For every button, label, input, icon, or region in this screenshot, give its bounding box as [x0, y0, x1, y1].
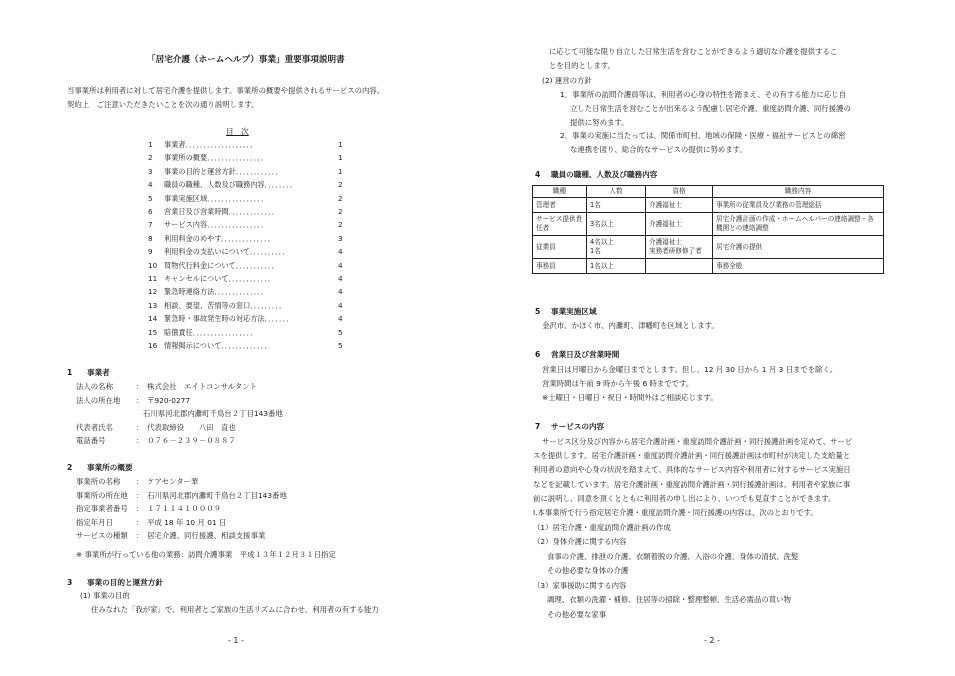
service-item-1: （1）居宅介護・重度訪問介護計画の作成 [533, 523, 671, 532]
section-7-para-1: サービス区分及び内容から居宅介護計画・重度訪問介護計画・同行援護計画を定めて、サービ [542, 437, 853, 446]
toc-item-page: 4 [338, 300, 343, 310]
toc-item-page: 3 [338, 233, 343, 243]
toc-item-label: 情報掲示について．．．．．．．．．．．．． [164, 341, 272, 350]
toc-item [148, 260, 343, 271]
field-value: ： 代表取締役 八田 直也 [136, 422, 236, 432]
header-duties: 職務内容 [713, 186, 884, 198]
field-value: ： １７１１４１０００９ [136, 504, 221, 514]
purpose-continued-2: とを目的とします。 [549, 61, 615, 70]
staff-table [532, 185, 884, 274]
toc-item-label: 事業所の概要．．．．．．．．．．．．．．．． [164, 153, 269, 163]
toc-item-number: 8 [148, 233, 153, 243]
toc-item-page: 4 [338, 314, 343, 324]
toc-item-number: 7 [148, 220, 153, 230]
section-3-text-1: 住みなれた「我が家」で、利用者とご家族の生活リズムに合わせ、利用者の有する能力 [91, 605, 379, 614]
section-2-note: ※ 事業所が行っている他の業務：訪問介護事業 平成１３年１２月３１日指定 [76, 550, 336, 559]
service-item-3-detail-b: その他必要な家事 [547, 610, 607, 619]
section-6-heading: 営業日及び営業時間 [551, 350, 620, 359]
purpose-continued-1: に応じて可能な限り自立した日常生活を営むことができるよう適切な介護を提供するこ [549, 47, 838, 56]
toc-item-number: 4 [148, 180, 153, 190]
section-1-heading: 事業者 [87, 368, 110, 377]
toc-item-number: 6 [148, 207, 153, 216]
field-value: 石川県河北郡内灘町千鳥台２丁目143番地 [143, 409, 283, 419]
toc-item-label: 利用料金のめやす．．．．．．．．．．．．．． [164, 233, 275, 243]
section-3-sub-2: (2) 運営の方針 [542, 76, 592, 85]
policy-1-line-a: 1．事業所の訪問介護員等は、利用者の心身の特性を踏まえ、その有する能力に応じ自 [560, 90, 846, 99]
header-count: 人数 [587, 186, 646, 198]
section-7-heading: サービスの内容 [551, 422, 605, 431]
section-3-number: 3 [67, 578, 73, 587]
toc-item-label: 事業者．．．．．．．．．．．．．．．．．．． [164, 140, 258, 149]
toc-item-number: 12 [148, 287, 158, 297]
cell-duties: 居宅介護計画の作成・ホームヘルパーの連絡調整・各機関との連絡調整 [713, 213, 884, 236]
service-item-2: （2）身体介護に関する内容 [533, 537, 627, 546]
field-label: 事業所の所在地 [76, 490, 128, 500]
table-row [533, 213, 884, 236]
section-2-number: 2 [67, 463, 73, 472]
service-item-2-detail-a: 食事の介護、排泄の介護、衣類着脱の介護、入浴の介護、身体の清拭、洗髪 [547, 552, 799, 561]
table-row [533, 236, 884, 259]
toc-item [148, 220, 343, 230]
field-value: ： ０７６－２３９－０８８７ [136, 436, 236, 446]
staff-table-header [533, 186, 884, 198]
section-6-number: 6 [535, 350, 541, 359]
cell-role: 管理者 [533, 198, 587, 213]
table-row [533, 259, 884, 274]
policy-2-line-a: 2．事業の実施に当たっては、関係市町村、地域の保険・医療・福祉サービスとの綿密 [560, 131, 846, 140]
toc-item-label: 買物代行料金について．．．．．．．．．．． [164, 260, 279, 270]
toc-item-label: 職員の職種、人数及び職務内容．．．．．．．． [164, 180, 297, 190]
toc-item-number: 11 [148, 274, 158, 283]
field-value: ： 石川県河北郡内灘町千鳥台２丁目143番地 [136, 490, 287, 500]
field-value: ： ケアセンター華 [136, 477, 199, 486]
intro-line-2: 契約上 ご注意いただきたいことを次の通り説明します。 [67, 100, 259, 109]
toc-item [148, 341, 343, 351]
table-row [533, 198, 884, 213]
toc-item-page: 4 [338, 274, 343, 283]
field-label: 法人の所在地 [76, 395, 121, 405]
cell-count: 4名以上 1名 [587, 236, 646, 259]
policy-2-line-b: な連携を図り、総合的なサービスの提供に努めます。 [570, 145, 747, 154]
toc-item [148, 300, 343, 311]
field-value: ： 〒920-0277 [136, 395, 191, 405]
cell-duties: 居宅介護の提供 [713, 236, 884, 259]
section-3-sub-1: (1) 事業の目的 [80, 591, 130, 600]
header-qualification: 資格 [646, 186, 713, 198]
toc-item-number: 9 [148, 247, 153, 257]
section-6-text-3: ※土曜日・日曜日・祝日・時間外はご相談応じます。 [542, 393, 718, 402]
toc-item-label: 利用料金の支払いについて．．．．．．．．．． [164, 247, 290, 257]
section-7-para-4: などを記載しています。居宅介護計画・重度訪問介護計画・同行援護計画は、利用者や家族に事 [533, 480, 851, 489]
cell-duties: 事務全般 [713, 259, 884, 274]
toc-item-label: 営業日及び営業時間．．．．．．．．．．．．． [164, 207, 279, 216]
page-number-1: - 1 - [228, 636, 244, 645]
toc-item-label: サービス内容．．．．．．．．．．．．．．．． [164, 220, 269, 230]
toc-item-label: 賠償責任．．．．．．．．．．．．．．．．． [164, 327, 258, 337]
cell-count: 3名以上 [587, 213, 646, 236]
toc-item-number: 5 [148, 193, 153, 203]
toc-item-number: 13 [148, 300, 158, 310]
section-7-para-2: スを提供します。居宅介護計画・重度訪問介護計画・同行援護計画は市町村が決定した支給量と [533, 451, 851, 460]
toc-item-page: 2 [338, 207, 343, 216]
section-7-para-5: 前に説明し、同意を頂くとともに利用者の申し出により、いつでも見直すことができます。 [533, 494, 836, 503]
section-2-heading: 事業所の概要 [87, 463, 133, 472]
toc-item-page: 1 [338, 166, 343, 176]
toc-item-page: 2 [338, 220, 343, 230]
toc-item-page: 2 [338, 193, 343, 203]
field-value: ： 居宅介護、同行援護、相談支援事業 [136, 531, 266, 541]
section-7-para-6: Ⅰ.本事業所で行う指定居宅介護・重度訪問介護・同行援護の内容は、次のとおりです。 [533, 508, 818, 517]
section-3-heading: 事業の目的と運営方針 [87, 578, 163, 587]
service-item-2-detail-b: その他必要な身体の介護 [547, 566, 629, 575]
cell-count: 1名 [587, 198, 646, 213]
cell-duties: 事業所の従業員及び業務の管理総括 [713, 198, 884, 213]
toc-item-number: 2 [148, 153, 153, 163]
cell-role: 従業員 [533, 236, 587, 259]
cell-qualification: 介護福祉士 実務者研修修了者 [646, 236, 713, 259]
section-1-number: 1 [67, 368, 73, 377]
toc-item-page: 2 [338, 180, 343, 190]
toc-item [148, 247, 343, 257]
cell-qualification [646, 259, 713, 274]
field-label: 代表者氏名 [76, 422, 113, 432]
field-label: 事業所の名称 [76, 477, 121, 486]
page-2 [485, 0, 955, 676]
section-5-heading: 事業実施区域 [551, 307, 597, 316]
cell-qualification: 介護福祉士 [646, 198, 713, 213]
cell-role: サービス提供責任者 [533, 213, 587, 236]
toc-item [148, 180, 343, 190]
toc-heading: 目 次 [226, 127, 249, 136]
toc-item-page: 4 [338, 247, 343, 257]
toc-item-label: キャンセルについて．．．．．．．．．．．． [164, 274, 276, 283]
toc-item [148, 193, 343, 204]
toc-item-page: 5 [338, 327, 343, 337]
toc-item-page: 5 [338, 341, 343, 350]
toc-item-page: 4 [338, 287, 343, 297]
toc-item-page: 4 [338, 260, 343, 270]
cell-qualification: 介護福祉士 [646, 213, 713, 236]
header-role: 職種 [533, 186, 587, 198]
field-label: サービスの種類 [76, 531, 128, 541]
toc-item-label: 事業の目的と運営方針．．．．．．．．．．．． [164, 166, 283, 176]
section-5-number: 5 [535, 307, 541, 316]
policy-1-line-b: 立した日常生活を営むことが出来るよう配慮し居宅介護、重度訪問介護、同行援護の [570, 104, 851, 113]
document-title: 「居宅介護（ホームヘルプ）事業」重要事項説明書 [147, 55, 345, 65]
section-4-heading: 職員の職種、人数及び職務内容 [551, 170, 658, 179]
field-value: ： 株式会社 エイトコンサルタント [136, 382, 257, 391]
toc-item-number: 1 [148, 140, 153, 149]
toc-item-number: 10 [148, 260, 158, 270]
cell-role: 事務員 [533, 259, 587, 274]
toc-item-label: 相談、要望、苦情等の窓口．．．．．．．．． [164, 300, 287, 310]
toc-item [148, 314, 343, 324]
toc-item [148, 207, 343, 217]
toc-item [148, 153, 343, 163]
toc-item-label: 事業実施区域．．．．．．．．．．．．．．．． [164, 193, 269, 203]
toc-item [148, 274, 343, 284]
service-item-3-detail-a: 調理、衣類の洗濯・補修、住居等の掃除・整理整頓、生活必需品の買い物 [547, 595, 791, 604]
toc-item [148, 140, 343, 150]
toc-item-label: 緊急時連絡方法．．．．．．．．．．．．．． [164, 287, 269, 297]
intro-line-1: 当事業所は利用者に対して居宅介護を提供します。事業所の概要や提供されるサービスの内容、 [67, 86, 385, 95]
section-7-para-3: 利用者の意向や心身の状況を踏まえて、具体的なサービス内容や利用者に対するサービス実施日 [533, 465, 851, 474]
cell-count: 1名以上 [587, 259, 646, 274]
field-value: ： 平成 18 年 10 月 01 日 [136, 517, 227, 527]
toc-item-number: 14 [148, 314, 158, 324]
toc-item-page: 1 [338, 153, 343, 163]
service-item-3: （3）家事援助に関する内容 [533, 581, 627, 590]
page-1 [0, 0, 470, 676]
field-label: 法人の名称 [76, 382, 113, 391]
policy-1-line-c: 提供に努めます。 [570, 118, 629, 127]
section-6-text-2: 営業時間は午前 9 時から午後 6 時までです。 [542, 379, 694, 388]
toc-item-number: 15 [148, 327, 158, 337]
toc-item [148, 327, 343, 338]
section-6-text-1: 営業日は月曜日から金曜日までとします。但し、12 月 30 日から 1 月 3 日までを除く。 [542, 365, 838, 374]
toc-item [148, 287, 343, 297]
toc-item-page: 1 [338, 140, 343, 149]
toc-item-number: 16 [148, 341, 158, 350]
field-label: 指定年月日 [76, 517, 113, 527]
toc-item [148, 233, 343, 244]
section-7-number: 7 [535, 422, 541, 431]
field-label: 指定事業者番号 [76, 504, 128, 514]
section-5-text: 金沢市、かほく市、内灘町、津幡町を区域とします。 [542, 321, 719, 330]
field-label: 電話番号 [76, 436, 106, 446]
section-4-number: 4 [535, 170, 541, 179]
page-number-2: - 2 - [704, 636, 720, 645]
toc-item-label: 緊急時・事故発生時の対応方法．．．．．．． [164, 314, 294, 324]
toc-item [148, 166, 343, 177]
toc-item-number: 3 [148, 166, 153, 176]
